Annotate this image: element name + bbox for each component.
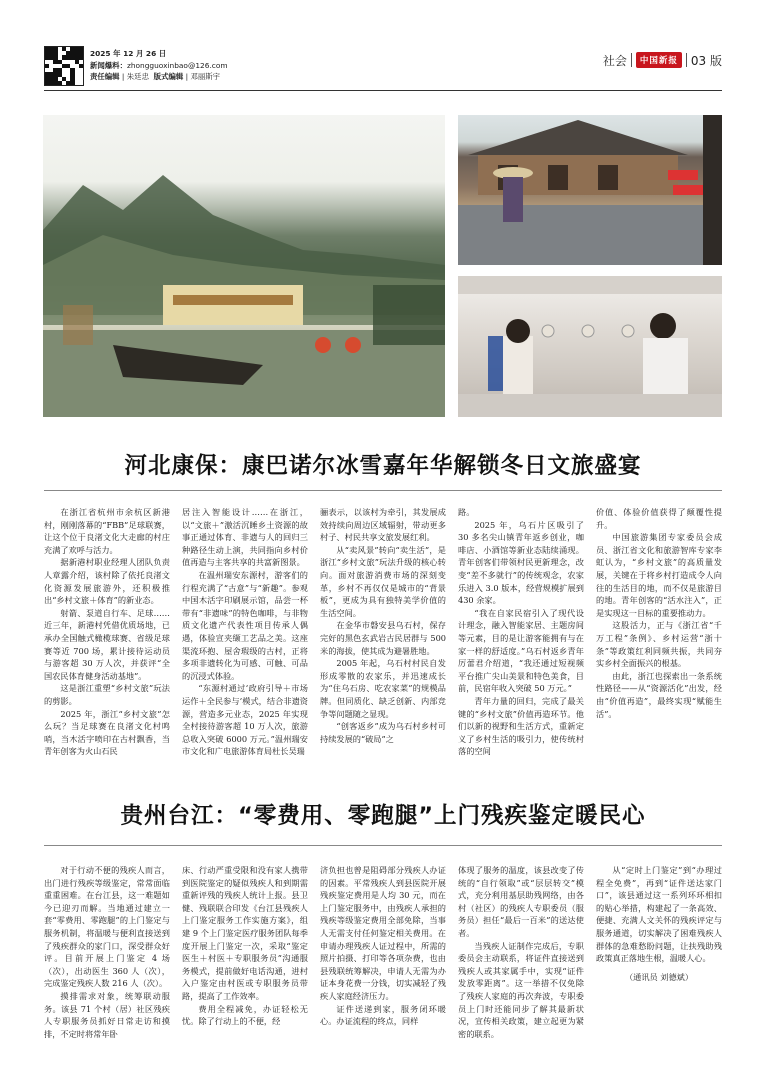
editor-name: 朱廷忠 <box>126 72 149 81</box>
masthead-meta: 2025 年 12 月 26 日 新闻爆料：zhongguoxinbao@126.com 责任编辑 | 朱廷忠 版式编辑 | 邓丽斯宇 <box>90 49 228 81</box>
qr-code-icon[interactable] <box>44 46 84 86</box>
paragraph: “东源村通过‘政府引导＋市场运作＋全民参与’模式，结合非遗资源，营造多元业态，2025 年实现全村接待游客超 10 万人次，旅游总收入突破 6000 万元。”温州瑞安市文化和广电旅游体育局杜长吴瑞 <box>182 683 308 757</box>
archery-hall-scene-icon <box>458 276 722 417</box>
paragraph: 中国旅游集团专家委员会成员、浙江省文化和旅游智库专家李虹认为，“乡村文旅”的高质量发展，关键在于将乡村打造成令人向往的生活目的地，而不仅是旅游目的地。青年创客的“活水注入”，正是实现这一目标的重要推动力。 <box>596 532 722 618</box>
paragraph: 这是浙江重塑“乡村文旅”玩法的剪影。 <box>44 683 170 706</box>
paragraph: 2005 年起，乌石村村民自发形成零散的农家乐，并迅速成长为“住乌石房、吃农家菜”的规模品牌。但同质化、缺乏创新、内部竞争等问题随之显现。 <box>320 658 446 719</box>
lakeside-village-photo <box>43 115 445 417</box>
divider <box>631 53 632 67</box>
article2-column-4 <box>458 864 584 1064</box>
article2-column-2 <box>182 864 308 1064</box>
paragraph: 骊表示，以该村为牵引，其发展成效持续向周边区域辐射，带动更多村子、村民共享文旅发展红利。 <box>320 507 446 543</box>
shooting-range-photo <box>458 276 722 417</box>
page-number: 03 版 <box>690 53 722 68</box>
paragraph: 青年力量的回归，完成了最关键的“乡村文旅”价值再造环节。他们以新的视野和生活方式，重新定义了乡村生活的吸引力，使传统村落的空间 <box>458 695 584 757</box>
article2-column-5 <box>596 864 722 1064</box>
paragraph: 这股活力，正与《浙江省“千万工程”条例》、乡村运营“浙十条”等政策红利同频共振，共同夯实乡村全面振兴的根基。 <box>596 620 722 669</box>
issue-date: 2025 年 12 月 26 日 <box>90 49 167 58</box>
paragraph: 床、行动严重受限和没有家人携带到医院鉴定的疑似残疾人和到期需重新评残的残疾人统计上报。县卫健、残联联合印发《台江县残疾人上门鉴定服务工作实施方案》，组建 9 个上门鉴定医疗服务团队每季度开展上门鉴定一次，采取“鉴定医生＋村医＋专职服务员”沟通服务模式，提前做好电话沟通，进村入户鉴定由村医或专职服务员带路，提高了工作效率。 <box>182 865 308 1001</box>
article1-headline: 河北康保：康巴诺尔冰雪嘉年华解锁冬日文旅盛宴 <box>124 453 642 479</box>
article1-column-5 <box>596 506 722 771</box>
article1-body <box>44 506 722 771</box>
qr-module <box>70 81 74 85</box>
qr-module <box>45 64 49 68</box>
paragraph: 由此，浙江也探索出一条系统性路径——从“资源活化”出发，经由“价值再造”，最终实现“赋能生活”。 <box>596 670 722 719</box>
paragraph: “创客返乡”成为乌石村乡村可持续发展的“破局”之 <box>320 721 446 744</box>
paragraph: 路。 <box>458 507 475 517</box>
paragraph: 据新港村职业经理人团队负责人章露介绍，该村除了依托良渚文化资源发展旅游外，还积极推出“乡村文旅＋体育”的新业态。 <box>44 557 170 606</box>
article1-column-3 <box>320 506 446 771</box>
paragraph: 2025 年，乌石片区吸引了 30 多名尖山镇青年返乡创业，咖啡店、小酒馆等新业态陆续涌现。青年创客们带领村民更新理念，改变“差不多就行”的传统观念，农家乐进入 3.0 版本，经营规模扩展到 430 余家。 <box>458 519 584 606</box>
mountain-lake-scene-icon <box>43 115 445 417</box>
paragraph: 价值、体验价值获得了颠覆性提升。 <box>596 507 722 530</box>
paragraph: 证件送递到家，服务闭环暖心。办证流程的终点，同样 <box>320 1003 446 1027</box>
paragraph: 射箭、泵道自行车、足球……近三年，新港村凭借优质场地，已承办全国触式橄榄球赛、省级足球赛等近 700 场，累计接待运动员与游客超 30 万人次，并获评“全国农民体育健身活动基地”。 <box>44 607 170 681</box>
article2-column-3 <box>320 864 446 1064</box>
article2-headline: 贵州台江：“零费用、零跑腿”上门残疾鉴定暖民心 <box>120 803 646 829</box>
section-info <box>603 50 722 70</box>
paper-logo: 中国新报 <box>636 52 682 68</box>
divider <box>686 53 687 67</box>
paragraph: 体现了服务的温度，该县改变了传统的“自行领取”或“层层转交”模式，充分利用基层助残网络，由各村（社区）的残疾人专职委员（服务员）担任“最后一百米”的送达使者。 <box>458 865 584 938</box>
paragraph: 对于行动不便的残疾人而言，出门进行残疾等级鉴定，常常面临重重困难。在台江县，这一难题如今已迎刃而解。当地通过建立一套“零费用、零跑腿”的上门鉴定与服务机制，将温暖与便利直接送到了残疾群众的家门口，深受群众好评。目前开展上门鉴定 4 场（次），出动医生 360 人（次），完成鉴定残疾人数 216 人（次）。 <box>44 865 170 989</box>
article1-column-1 <box>44 506 170 771</box>
qr-module <box>58 81 62 85</box>
headline-rule <box>44 490 722 491</box>
hotline-label: 新闻爆料： <box>90 60 127 70</box>
editor-label: 责任编辑 <box>90 72 120 81</box>
paragraph: 济负担也曾是阻碍部分残疾人办证的因素。平常残疾人到县医院开展残疾鉴定费用是人均 30 元，而在上门鉴定服务中，由残疾人承担的残疾等级鉴定费用全部免除，当事人无需支付任何鉴定相关费用。在申请办理残疾人证过程中，所需的照片拍摄、打印等各项杂费，也由县残联统筹解决，申请人无需为办证本身花费一分钱，切实减轻了残疾人家庭经济压力。 <box>320 865 446 1001</box>
village-street-scene-icon <box>458 115 722 265</box>
paragraph: 在金华市磐安县乌石村，保存完好的黑色玄武岩古民居群与 500 米的海拔，使其成为避暑胜地。 <box>320 620 446 656</box>
article1-column-2 <box>182 506 308 771</box>
paragraph: “我在自家民宿引入了现代设计理念，融入智能家居、主题房间等元素，目的是让游客能拥有与在家一样的舒适度。”乌石村返乡青年厉蕾君介绍道，“我还通过短视频平台推广尖山美景和特色美食，目前，民宿年收入突破 50 万元。” <box>458 607 584 694</box>
paragraph: 在温州瑞安东源村，游客们的行程充满了“古意”与“新趣”。参观中国木活字印刷展示馆，品尝一杯带有“非遗味”的特色咖啡，与非物质文化遗产代表性项目传承人偶遇，体验宣夹缬工艺品之美。这座渠流环抱、屋舍瑕级的古村，正将多项非遗转化为可感、可触、可品的沉浸式体验。 <box>182 569 308 681</box>
masthead-rule <box>44 90 722 91</box>
masthead <box>44 46 722 90</box>
paragraph: 从“定时上门鉴定”到“办理过程全免费”，再到“证件送达家门口”，该县通过这一系列环环相扣的贴心举措，构建起了一条高效、便捷、充满人文关怀的残疾评定与服务通道，切实解决了困难残疾人群体的急难愁盼问题，让扶残助残政策真正落地生根，温暖人心。 <box>596 865 722 964</box>
byline: （通讯员 刘德斌） <box>624 971 694 982</box>
paragraph: 当残疾人证制作完成后，专职委员会主动联系，将证件直接送到残疾人或其家属手中，实现“证件发放零距离”。这一举措不仅免除了残疾人家庭的再次奔波，专职委员上门时还能同步了解其最新状况，宣传相关政策，建立起更为紧密的联系。 <box>458 940 584 1039</box>
article2-column-1 <box>44 864 170 1064</box>
layout-editor-name: 邓丽斯宇 <box>190 72 221 81</box>
headline-rule <box>44 845 722 846</box>
article2-body <box>44 864 722 1064</box>
qr-module <box>79 64 83 68</box>
hotline-email[interactable]: zhongguoxinbao@126.com <box>126 60 228 70</box>
paragraph: 居注入智能设计……在浙江，以“文旅＋”激活沉睡乡土资源的故事正通过体育、非遗与人的回归三种路径生动上演，共同指向乡村价值再造与主客共享的共富新图景。 <box>182 507 308 568</box>
paragraph: 从“卖风景”转向“卖生活”，是浙江“乡村文旅”玩法升级的核心转向。面对旅游消费市场的深刻变革，乡村不再仅仅是城市的“背景板”，更成为具有独特美学价值的生活空间。 <box>320 544 446 618</box>
article1-column-4 <box>458 506 584 771</box>
paragraph: 费用全程减免，办证轻松无忧。除了行动上的不便，经 <box>182 1003 308 1027</box>
street-old-houses-photo <box>458 115 722 265</box>
paragraph: 在浙江省杭州市余杭区新港村，刚刚落幕的“FBB”足球联赛，让这个位于良渚文化大走廊的村庄充满了欢呼与活力。 <box>44 507 170 555</box>
section-name: 社会 <box>602 53 627 68</box>
paragraph: 2025 年，浙江“乡村文旅”怎么玩？当足球赛在良渚文化村鸣哨，当木活字喷印在古村飘香，当青年创客为火山石民 <box>44 708 170 757</box>
paragraph: 摸排需求对象，统筹联动服务。该县 71 个村（居）社区残疾人专职服务员抓好日常走访和摸排，不定时将常年卧 <box>44 990 170 1039</box>
qr-module <box>79 55 83 59</box>
layout-editor-label: 版式编辑 <box>153 72 184 81</box>
